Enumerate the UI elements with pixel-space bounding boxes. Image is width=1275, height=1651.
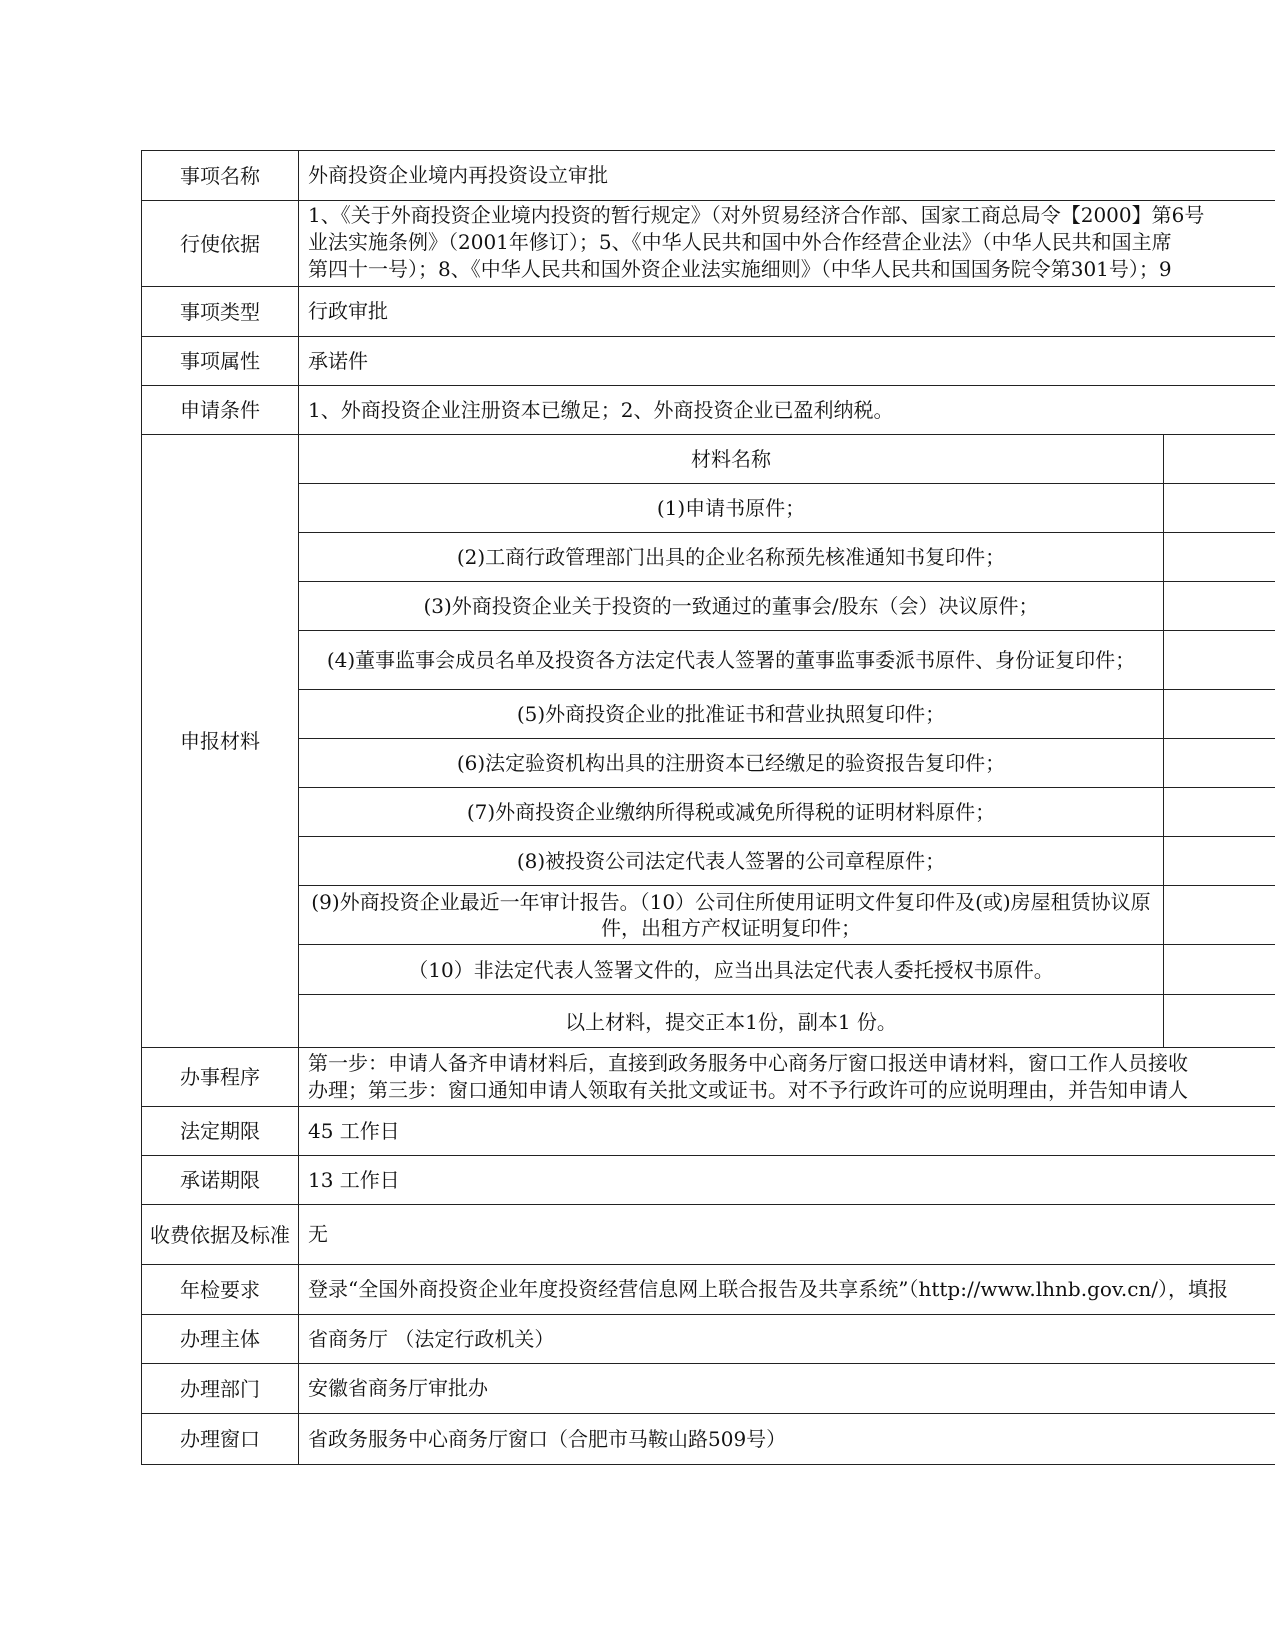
value-conditions: 1、外商投资企业注册资本已缴足；2、外商投资企业已盈利纳税。	[308, 397, 894, 422]
row-basis	[142, 201, 1275, 287]
value-basis	[299, 201, 1275, 286]
value-legal-limit: 45 工作日	[308, 1118, 400, 1143]
materials-header-row	[299, 435, 1275, 484]
materials-header: 材料名称	[299, 435, 1164, 483]
material-row	[299, 484, 1275, 533]
label-department: 办理部门	[142, 1364, 299, 1413]
materials-grid	[299, 435, 1275, 1047]
material-row	[299, 690, 1275, 739]
row-conditions	[142, 386, 1275, 435]
label-item-attr: 事项属性	[142, 337, 299, 385]
material-row	[299, 788, 1275, 837]
value-promise-limit: 13 工作日	[308, 1167, 400, 1192]
value-annual-check: 登录“全国外商投资企业年度投资经营信息网上联合报告及共享系统”（http://www.lhnb.gov.cn/），填报	[308, 1277, 1229, 1301]
value-item-attr: 承诺件	[308, 348, 368, 373]
material-name: （10）非法定代表人签署文件的，应当出具法定代表人委托授权书原件。	[299, 945, 1164, 994]
value-subject: 省商务厅 （法定行政机关）	[308, 1326, 555, 1351]
material-name: (8)被投资公司法定代表人签署的公司章程原件；	[299, 837, 1164, 885]
basis-line: 1、《关于外商投资企业境内投资的暂行规定》（对外贸易经济合作部、国家工商总局令【2000】第6号	[308, 203, 1205, 227]
material-name: (5)外商投资企业的批准证书和营业执照复印件；	[299, 690, 1164, 738]
value-procedure	[299, 1048, 1275, 1106]
material-name: (9)外商投资企业最近一年审计报告。（10）公司住所使用证明文件复印件及(或)房屋租赁协议原件，出租方产权证明复印件；	[299, 886, 1164, 944]
materials-side-cell	[1164, 886, 1275, 944]
row-materials	[142, 435, 1275, 1048]
material-name: (2)工商行政管理部门出具的企业名称预先核准通知书复印件；	[299, 533, 1164, 581]
value-item-name: 外商投资企业境内再投资设立审批	[308, 163, 608, 187]
material-row	[299, 533, 1275, 582]
row-annual-check	[142, 1265, 1275, 1315]
materials-side-cell	[1164, 484, 1275, 532]
materials-side-cell	[1164, 582, 1275, 630]
label-promise-limit: 承诺期限	[142, 1156, 299, 1204]
materials-side-cell	[1164, 631, 1275, 689]
row-item-name	[142, 151, 1275, 201]
procedure-line: 第一步：申请人备齐申请材料后，直接到政务服务中心商务厅窗口报送申请材料，窗口工作人员接收	[308, 1051, 1188, 1075]
label-subject: 办理主体	[142, 1315, 299, 1363]
row-item-attr	[142, 337, 1275, 386]
materials-side-cell	[1164, 435, 1275, 483]
value-item-type: 行政审批	[308, 299, 388, 323]
service-item-table	[141, 150, 1275, 1465]
material-row	[299, 582, 1275, 631]
materials-side-cell	[1164, 690, 1275, 738]
materials-side-cell	[1164, 995, 1275, 1048]
material-name: (6)法定验资机构出具的注册资本已经缴足的验资报告复印件；	[299, 739, 1164, 787]
row-promise-limit	[142, 1156, 1275, 1205]
row-subject	[142, 1315, 1275, 1364]
value-fee: 无	[308, 1222, 328, 1246]
materials-side-cell	[1164, 945, 1275, 994]
row-window	[142, 1414, 1275, 1464]
row-procedure	[142, 1048, 1275, 1107]
material-copies-note: 以上材料，提交正本1份，副本1 份。	[299, 995, 1164, 1048]
material-row	[299, 945, 1275, 995]
material-row	[299, 631, 1275, 690]
material-name: (7)外商投资企业缴纳所得税或减免所得税的证明材料原件；	[299, 788, 1164, 836]
material-row	[299, 739, 1275, 788]
row-department	[142, 1364, 1275, 1414]
label-legal-limit: 法定期限	[142, 1107, 299, 1155]
row-item-type	[142, 287, 1275, 337]
basis-line: 第四十一号）；8、《中华人民共和国外资企业法实施细则》（中华人民共和国国务院令第301号）；9	[308, 257, 1172, 281]
material-name: (1)申请书原件；	[299, 484, 1164, 532]
row-legal-limit	[142, 1107, 1275, 1156]
label-basis: 行使依据	[142, 201, 299, 286]
label-fee: 收费依据及标准	[142, 1205, 299, 1264]
row-fee	[142, 1205, 1275, 1265]
label-annual-check: 年检要求	[142, 1265, 299, 1314]
materials-side-cell	[1164, 533, 1275, 581]
label-conditions: 申请条件	[142, 386, 299, 434]
material-row	[299, 995, 1275, 1048]
procedure-line: 办理；第三步：窗口通知申请人领取有关批文或证书。对不予行政许可的应说明理由，并告知申请人	[308, 1078, 1188, 1102]
material-row	[299, 837, 1275, 886]
label-window: 办理窗口	[142, 1414, 299, 1464]
label-item-type: 事项类型	[142, 287, 299, 336]
material-row	[299, 886, 1275, 945]
value-department: 安徽省商务厅审批办	[308, 1376, 488, 1400]
label-materials: 申报材料	[142, 435, 299, 1047]
materials-side-cell	[1164, 837, 1275, 885]
basis-line: 业法实施条例》（2001年修订）；5、《中华人民共和国中外合作经营企业法》（中华人民共和国主席	[308, 230, 1172, 254]
material-name: (4)董事监事会成员名单及投资各方法定代表人签署的董事监事委派书原件、身份证复印件；	[299, 631, 1164, 689]
materials-side-cell	[1164, 739, 1275, 787]
label-item-name: 事项名称	[142, 151, 299, 200]
material-name: (3)外商投资企业关于投资的一致通过的董事会/股东（会）决议原件；	[299, 582, 1164, 630]
value-window: 省政务服务中心商务厅窗口（合肥市马鞍山路509号）	[308, 1426, 787, 1451]
materials-side-cell	[1164, 788, 1275, 836]
label-procedure: 办事程序	[142, 1048, 299, 1106]
